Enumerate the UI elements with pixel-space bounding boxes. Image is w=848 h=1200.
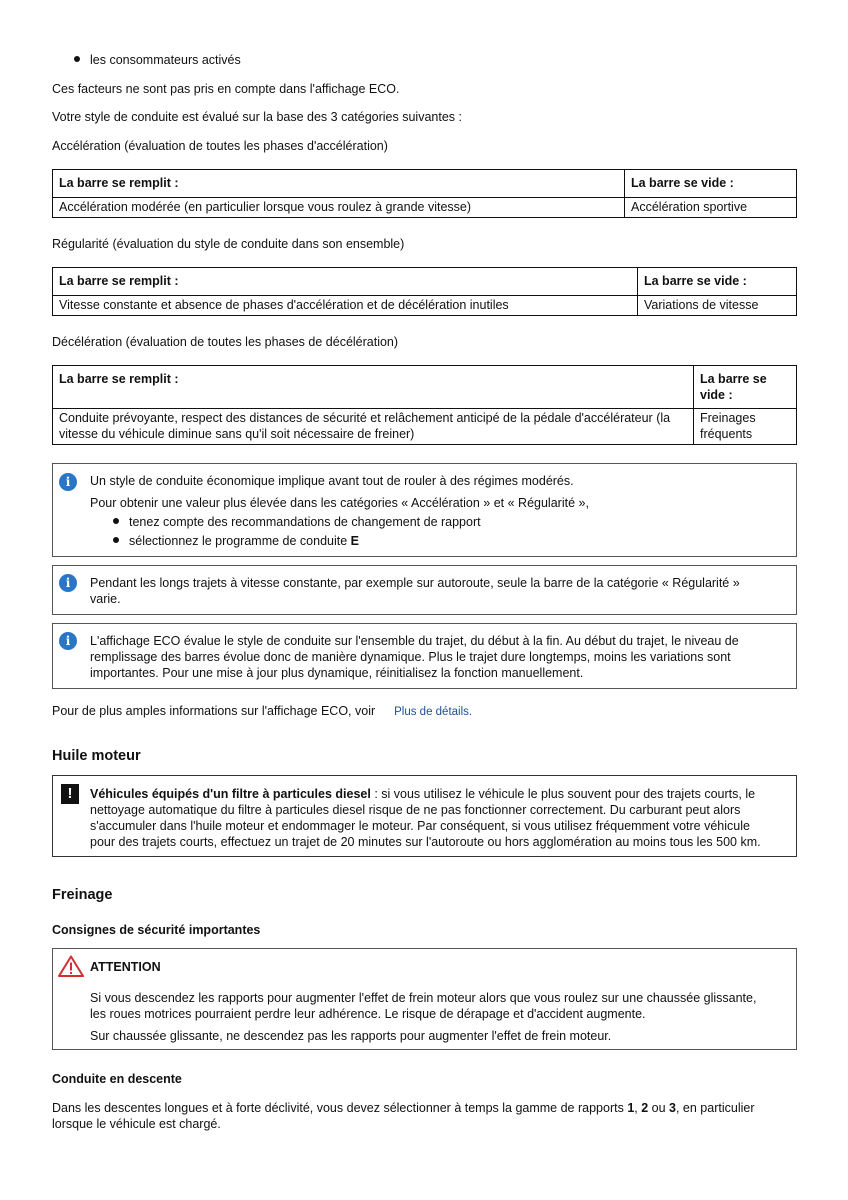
table-header-row (53, 366, 797, 409)
info-icon: i (59, 473, 77, 491)
warning-triangle-icon (58, 955, 84, 977)
bullet-consumers: les consommateurs activés (74, 52, 241, 68)
attention-line: Sur chaussée glissante, ne descendez pas les rapports pour augmenter l'effet de frein moteur. (90, 1029, 612, 1043)
fill-header: La barre se remplit : (53, 170, 625, 198)
empty-header: La barre se vide : (638, 268, 797, 296)
regularity-caption: Régularité (évaluation du style de conduite dans son ensemble) (52, 237, 405, 251)
info-bullet: tenez compte des recommandations de changement de rapport (113, 514, 782, 530)
info-line: importantes. Pour une mise à jour plus dynamique, réinitialisez la fonction manuellement. (90, 666, 584, 680)
deceleration-table (52, 365, 797, 445)
table-row (53, 197, 797, 218)
deceleration-caption: Décélération (évaluation de toutes les phases de décélération) (52, 335, 399, 349)
descent-paragraph: Dans les descentes longues et à forte déclivité, vous devez sélectionner à temps la gamme de rapports 1, 2 ou 3, en particulier (52, 1101, 755, 1115)
info-icon: i (59, 574, 77, 592)
table-header-row (53, 268, 797, 296)
table-row (53, 409, 797, 445)
fill-value: Vitesse constante et absence de phases d'accélération et de décélération inutiles (53, 295, 638, 316)
braking-heading: Freinage (52, 887, 113, 903)
info-icon: i (59, 632, 77, 650)
warning-line: pour des trajets courts, effectuez un trajet de 20 minutes sur l'autoroute ou hors agglomération au moins tous les 500 km. (90, 835, 761, 849)
acceleration-caption: Accélération (évaluation de toutes les phases d'accélération) (52, 139, 388, 153)
more-info-paragraph: Pour de plus amples informations sur l'affichage ECO, voir Plus de détails. (52, 704, 473, 718)
fill-header: La barre se remplit : (53, 366, 694, 409)
empty-value: Freinages fréquents (694, 409, 797, 445)
info-bullet: sélectionnez le programme de conduite E (113, 533, 782, 549)
attention-title: ATTENTION (90, 960, 161, 974)
info-line: Un style de conduite économique implique avant tout de rouler à des régimes modérés. (90, 474, 574, 488)
table-header-row (53, 170, 797, 198)
bullet-icon (113, 537, 119, 543)
attention-box (52, 948, 797, 1050)
info-line: varie. (90, 592, 121, 606)
attention-line: Si vous descendez les rapports pour augmenter l'effet de frein moteur alors que vous roulez sur une chaussée glissante, (90, 991, 757, 1005)
fill-header: La barre se remplit : (53, 268, 638, 296)
fill-value: Accélération modérée (en particulier lorsque vous roulez à grande vitesse) (53, 197, 625, 218)
info-box-eco-style (52, 463, 797, 557)
warning-box-oil (52, 775, 797, 857)
bullet-icon (113, 518, 119, 524)
info-box-regularity (52, 565, 797, 615)
fill-value: Conduite prévoyante, respect des distances de sécurité et relâchement anticipé de la pédale d'accélérateur (la vitesse du véhicule diminue sans qu'il soit nécessaire de freiner) (53, 409, 694, 445)
more-details-link[interactable]: Plus de détails (394, 706, 469, 718)
bullet-icon (74, 56, 80, 62)
empty-value: Accélération sportive (625, 197, 797, 218)
warning-line: nettoyage automatique du filtre à particules diesel risque de ne pas fonctionner correctement. Du carburant peut alors (90, 803, 741, 817)
table-row (53, 295, 797, 316)
safety-subheading: Consignes de sécurité importantes (52, 923, 261, 937)
empty-header: La barre se vide : (694, 366, 797, 409)
exclamation-icon: ! (61, 784, 79, 804)
empty-value: Variations de vitesse (638, 295, 797, 316)
info-line: L'affichage ECO évalue le style de conduite sur l'ensemble du trajet, du début à la fin. Au début du trajet, le niveau de (90, 634, 739, 648)
info-box-trip-evaluation (52, 623, 797, 689)
attention-line: les roues motrices pourraient perdre leur adhérence. Le risque de dérapage et d'accident augmente. (90, 1007, 646, 1021)
info-line: Pendant les longs trajets à vitesse constante, par exemple sur autoroute, seule la barre de la catégorie « Régularité » (90, 576, 740, 590)
regularity-table (52, 267, 797, 316)
warning-line: s'accumuler dans l'huile moteur et endommager le moteur. Par conséquent, si vous utilisez fréquemment votre véhicule (90, 819, 750, 833)
paragraph-not-counted: Ces facteurs ne sont pas pris en compte dans l'affichage ECO. (52, 82, 400, 96)
descent-heading: Conduite en descente (52, 1072, 182, 1086)
info-line: Pour obtenir une valeur plus élevée dans les catégories « Accélération » et « Régularité », (90, 496, 589, 510)
acceleration-table (52, 169, 797, 218)
warning-line: Véhicules équipés d'un filtre à particules diesel : si vous utilisez le véhicule le plus souvent pour des trajets courts, le (90, 787, 756, 801)
paragraph-evaluated: Votre style de conduite est évalué sur la base des 3 catégories suivantes : (52, 110, 462, 124)
empty-header: La barre se vide : (625, 170, 797, 198)
descent-paragraph-line2: lorsque le véhicule est chargé. (52, 1117, 221, 1131)
oil-heading: Huile moteur (52, 748, 141, 764)
info-line: remplissage des barres évolue donc de manière dynamique. Plus le trajet dure longtemps, moins les variations sont (90, 650, 731, 664)
